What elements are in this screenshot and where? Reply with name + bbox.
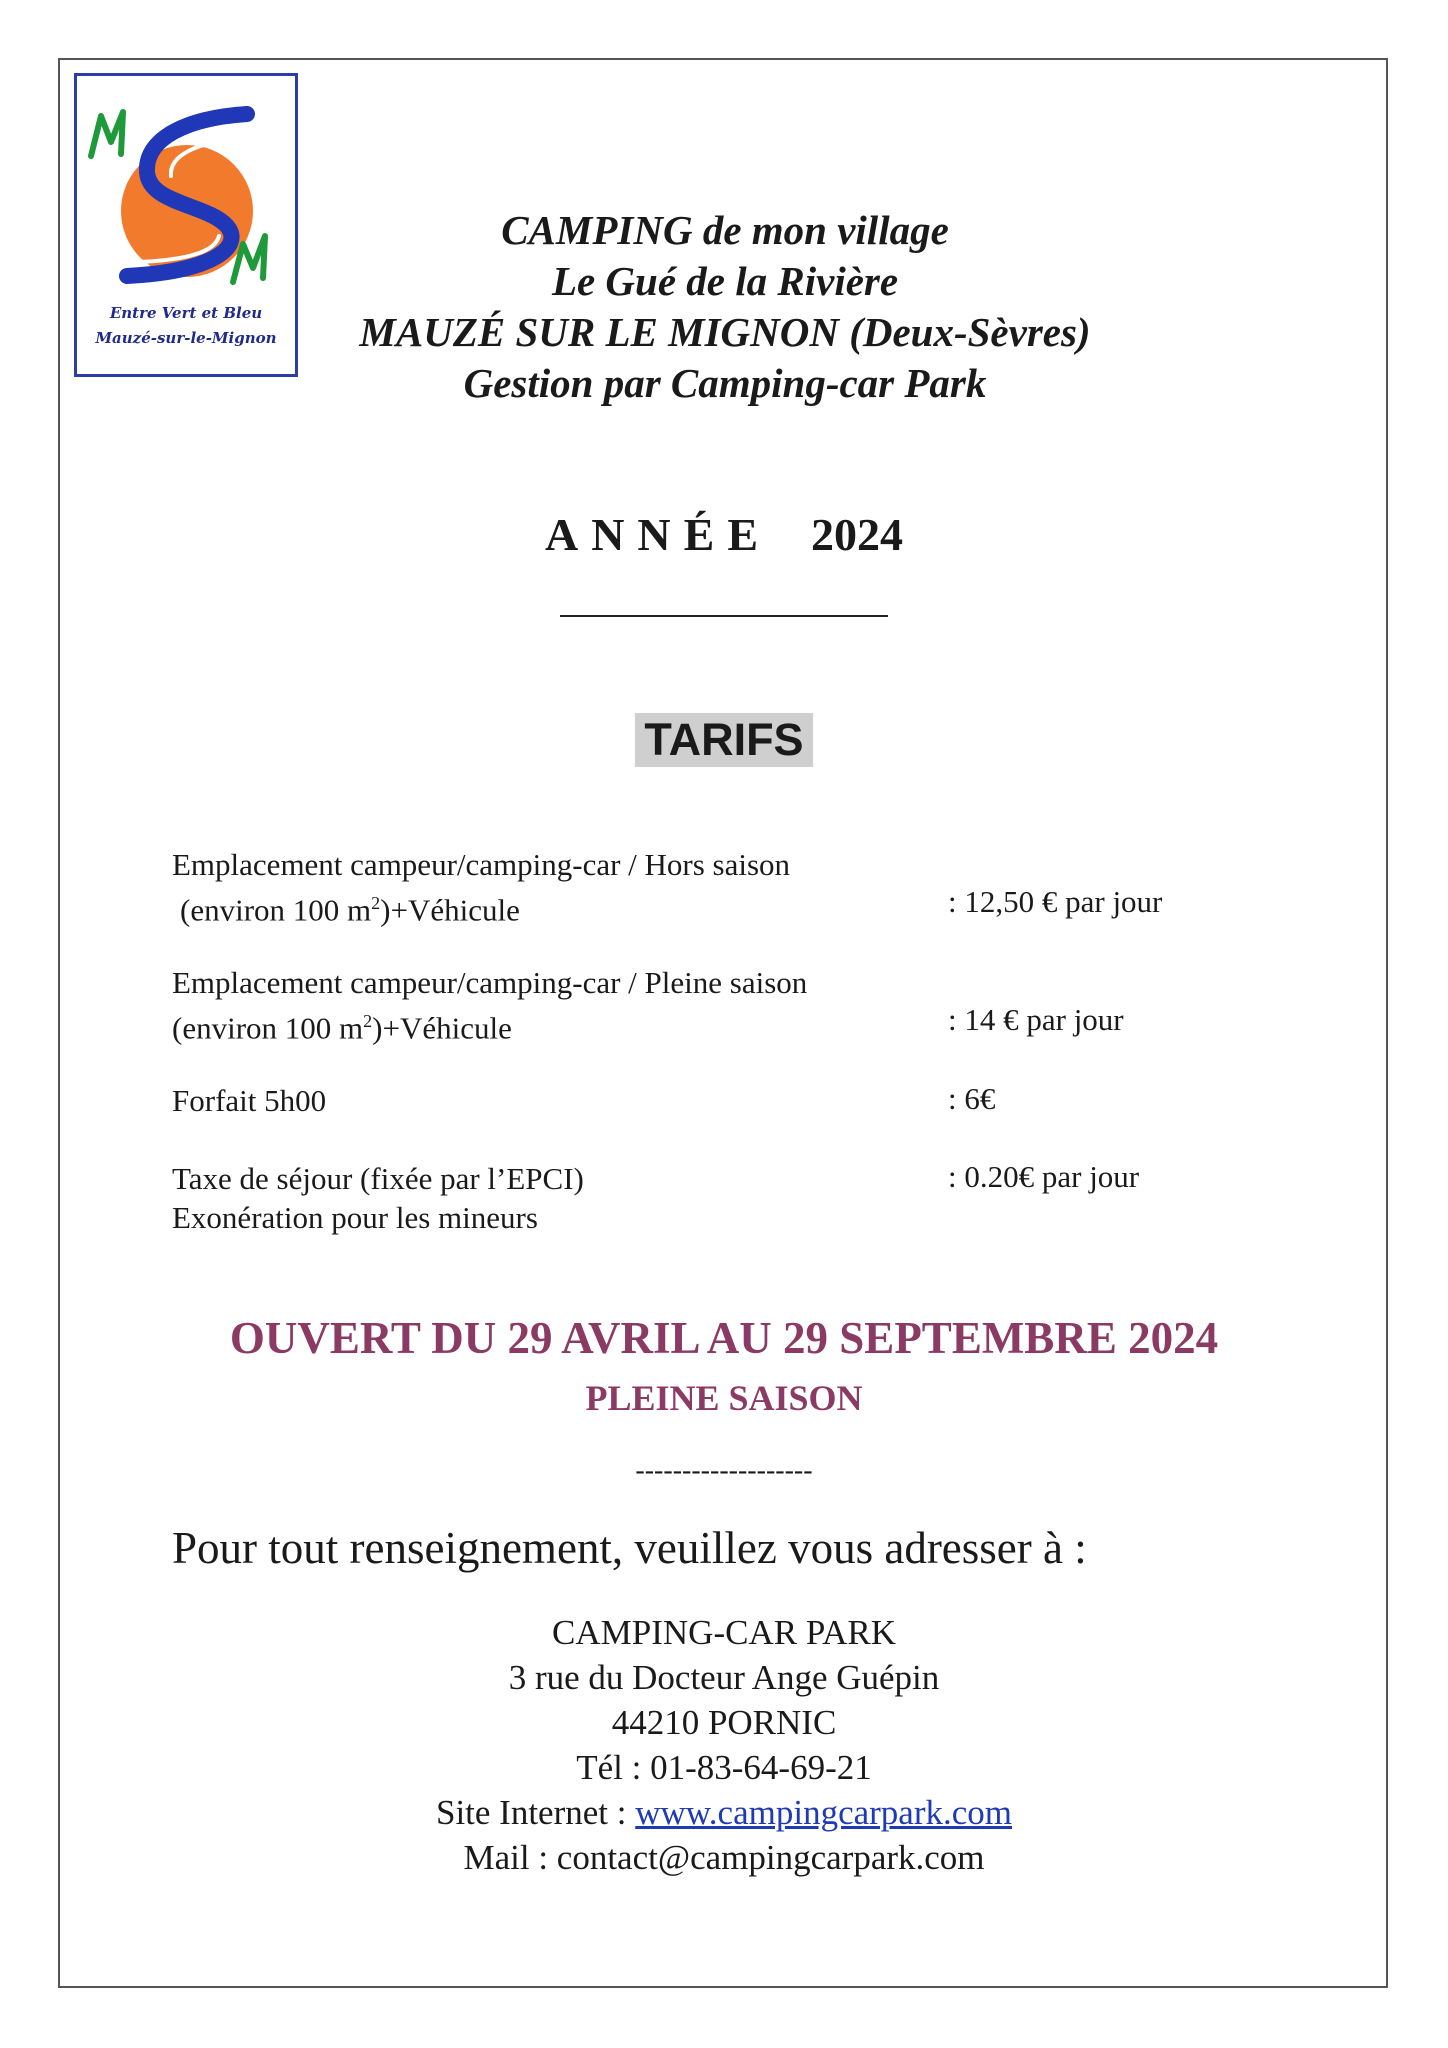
- tariff-sublabel: (environ 100 $m^2)+Véhicule$: [180, 892, 520, 928]
- tariff-price: : 14 € par jour: [948, 1002, 1124, 1037]
- tariff-label: Emplacement campeur/camping-car / Hors saison: [172, 847, 791, 882]
- contact-name: CAMPING-CAR PARK: [552, 1613, 896, 1652]
- tariff-label: Taxe de séjour (fixée par l’EPCI): [172, 1161, 584, 1196]
- tariff-sublabel: (environ 100 $m^2)+Véhicule$: [172, 1010, 512, 1046]
- tariff-row: [172, 963, 807, 1047]
- logo-text-line1: Entre Vert et Bleu: [109, 304, 263, 322]
- site-link[interactable]: www.campingcarpark.com: [635, 1793, 1012, 1832]
- year-underline: [560, 615, 888, 617]
- contact-phone: Tél : 01-83-64-69-21: [576, 1748, 872, 1787]
- tariff-price: : 0.20€ par jour: [948, 1159, 1140, 1194]
- village-logo: [74, 73, 298, 377]
- contact-site: [0, 1790, 1448, 1835]
- header-line4: Gestion par Camping-car Park: [463, 360, 987, 406]
- tariff-row: [172, 1159, 584, 1237]
- tariff-label: Forfait 5h00: [172, 1083, 327, 1118]
- year-word: ANNÉE: [544, 509, 772, 560]
- tariff-row: [172, 845, 790, 929]
- separator: -------------------: [635, 1455, 813, 1486]
- contact-intro: Pour tout renseignement, veuillez vous adresser à :: [172, 1523, 1087, 1573]
- opening-dates: OUVERT DU 29 AVRIL AU 29 SEPTEMBRE 2024: [229, 1313, 1219, 1363]
- header-line3: MAUZÉ SUR LE MIGNON (Deux-Sèvres): [359, 309, 1091, 355]
- contact-city: 44210 PORNIC: [611, 1703, 837, 1742]
- tariff-label: Emplacement campeur/camping-car / Pleine saison: [172, 965, 808, 1000]
- tariff-price: : 6€: [948, 1081, 996, 1116]
- logo-text-line2: Mauzé-sur-le-Mignon: [95, 329, 277, 347]
- contact-street: 3 rue du Docteur Ange Guépin: [508, 1658, 940, 1697]
- camping-header: [300, 205, 1150, 409]
- year-heading: [0, 508, 1448, 561]
- contact-mail: Mail : contact@campingcarpark.com: [463, 1838, 985, 1877]
- tariff-price: : 12,50 € par jour: [948, 884, 1163, 919]
- site-label: Site Internet :: [435, 1793, 636, 1832]
- contact-address: [0, 1610, 1448, 1880]
- header-line2: Le Gué de la Rivière: [551, 258, 899, 304]
- year-number: 2024: [811, 509, 904, 560]
- tarifs-heading: TARIFS: [635, 713, 813, 767]
- tariff-row: [172, 1081, 326, 1120]
- tariff-sublabel: Exonération pour les mineurs: [172, 1200, 538, 1235]
- header-line1: CAMPING de mon village: [501, 207, 949, 253]
- season-label: PLEINE SAISON: [585, 1378, 863, 1418]
